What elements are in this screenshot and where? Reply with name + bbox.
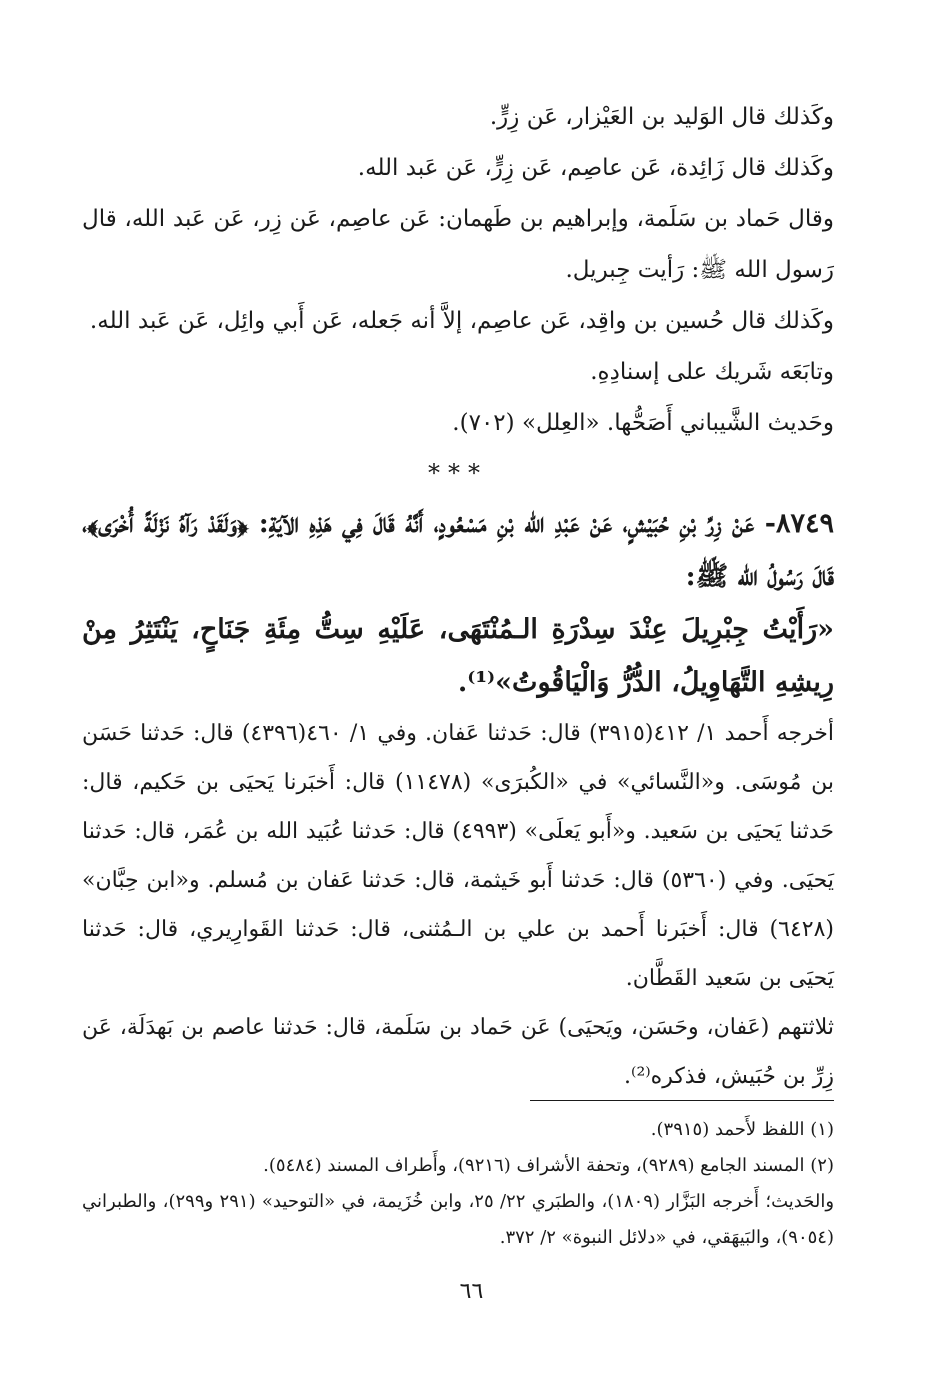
takhrij-paragraph-2: ثلاثتهم (عَفان، وحَسَن، ويَحيَى) عَن حَماد بن سَلَمة، قال: حَدثنا عاصم بن بَهدَلَة، عَن زِرِّ بن حُبَيش، فذكره⁽²⁾. [82, 1015, 834, 1089]
page-body [82, 92, 834, 1101]
footnote-divider [530, 1100, 834, 1101]
paragraph-4: وكَذلك قال حُسين بن واقِد، عَن عاصِم، إلاَّ أنه جَعله، عَن أَبي وائِل، عَن عَبد الله. [89, 308, 834, 334]
paragraph-2: وكَذلك قال زَائِدة، عَن عاصِم، عَن زِرٍّ، عَن عَبد الله. [357, 155, 834, 181]
page-number: ٦٦ [459, 1279, 484, 1304]
paragraph-1: وكَذلك قال الوَليد بن العَيْزار، عَن زِرٍّ. [489, 104, 834, 130]
prophetic-saying: «رَأَيْتُ جِبْرِيلَ عِنْدَ سِدْرَةِ الـمُنْتَهَى، عَلَيْهِ سِتُّ مِئَةِ جَنَاحٍ، يَنْتَثِرُ مِنْ رِيشِهِ التَّهَاوِيلُ، الدُّرُّ وَالْيَاقُوتُ»⁽¹⁾. [82, 614, 834, 698]
paragraph-6: وحَديث الشَّيباني أَصَحُّها. «العِلل» (٧٠٢). [452, 410, 834, 436]
footnote-2: (٢) المسند الجامع (٩٢٨٩)، وتحفة الأشراف (٩٢١٦)، وأَطراف المسند (٥٤٨٤). [263, 1155, 834, 1176]
footnote-2-continued: والحَديث؛ أَخرجه البَزَّار (١٨٠٩)، والطبَري ٢٢/ ٢٥، وابن خُزَيمة، في «التوحيد» (٢٩١ و٢٩٩)، والطبراني (٩٠٥٤)، والبَيهَقي، في «دلائل النبوة» ٢/ ٣٧٢. [82, 1191, 835, 1248]
paragraph-5: وتابَعَه شَريك على إسنادِهِ. [590, 359, 834, 385]
section-separator: *** [428, 459, 488, 487]
paragraph-3: وقال حَماد بن سَلَمة، وإبراهيم بن طَهمان: عَن عاصِم، عَن زِر، عَن عَبد الله، قال رَسول الله ﷺ: رَأيت جِبريل. [82, 206, 834, 283]
hadith-text: ٨٧٤٩- عَنْ زِرِّ بْنِ حُبَيْشٍ، عَنْ عَبْدِ الله بْنِ مَسْعُودٍ، أَنَّهُ قَالَ فِي هَذِهِ الآيَةِ: ﴿وَلَقَدْ رَآهُ نَزْلَةً أُخْرَى﴾، قَالَ رَسُولُ الله ﷺ: [82, 508, 834, 592]
takhrij-paragraph-1: أخرجه أَحمد ١/ ٤١٢(٣٩١٥) قال: حَدثنا عَفان. وفي ١/ ٤٦٠(٤٣٩٦) قال: حَدثنا حَسَن بن مُوسَى. و«النَّسائي» في «الكُبرَى» (١١٤٧٨) قال: أَخبَرنا يَحيَى بن حَكيم، قال: حَدثنا يَحيَى بن سَعيد. و«أَبو يَعلَى» (٤٩٩٣) قال: حَدثنا عُبَيد الله بن عُمَر، قال: حَدثنا يَحيَى. وفي (٥٣٦٠) قال: حَدثنا أَبو خَيثمة، قال: حَدثنا عَفان بن مُسلم. و«ابن حِبَّان» (٦٤٢٨) قال: أَخبَرنا أَحمد بن علي بن الـمُثنى، قال: حَدثنا القَوارِيري، قال: حَدثنا يَحيَى بن سَعيد القَطَّان. [82, 721, 835, 991]
footnotes [82, 1112, 834, 1256]
footnote-1: (١) اللفظ لأَحمد (٣٩١٥). [650, 1119, 834, 1140]
